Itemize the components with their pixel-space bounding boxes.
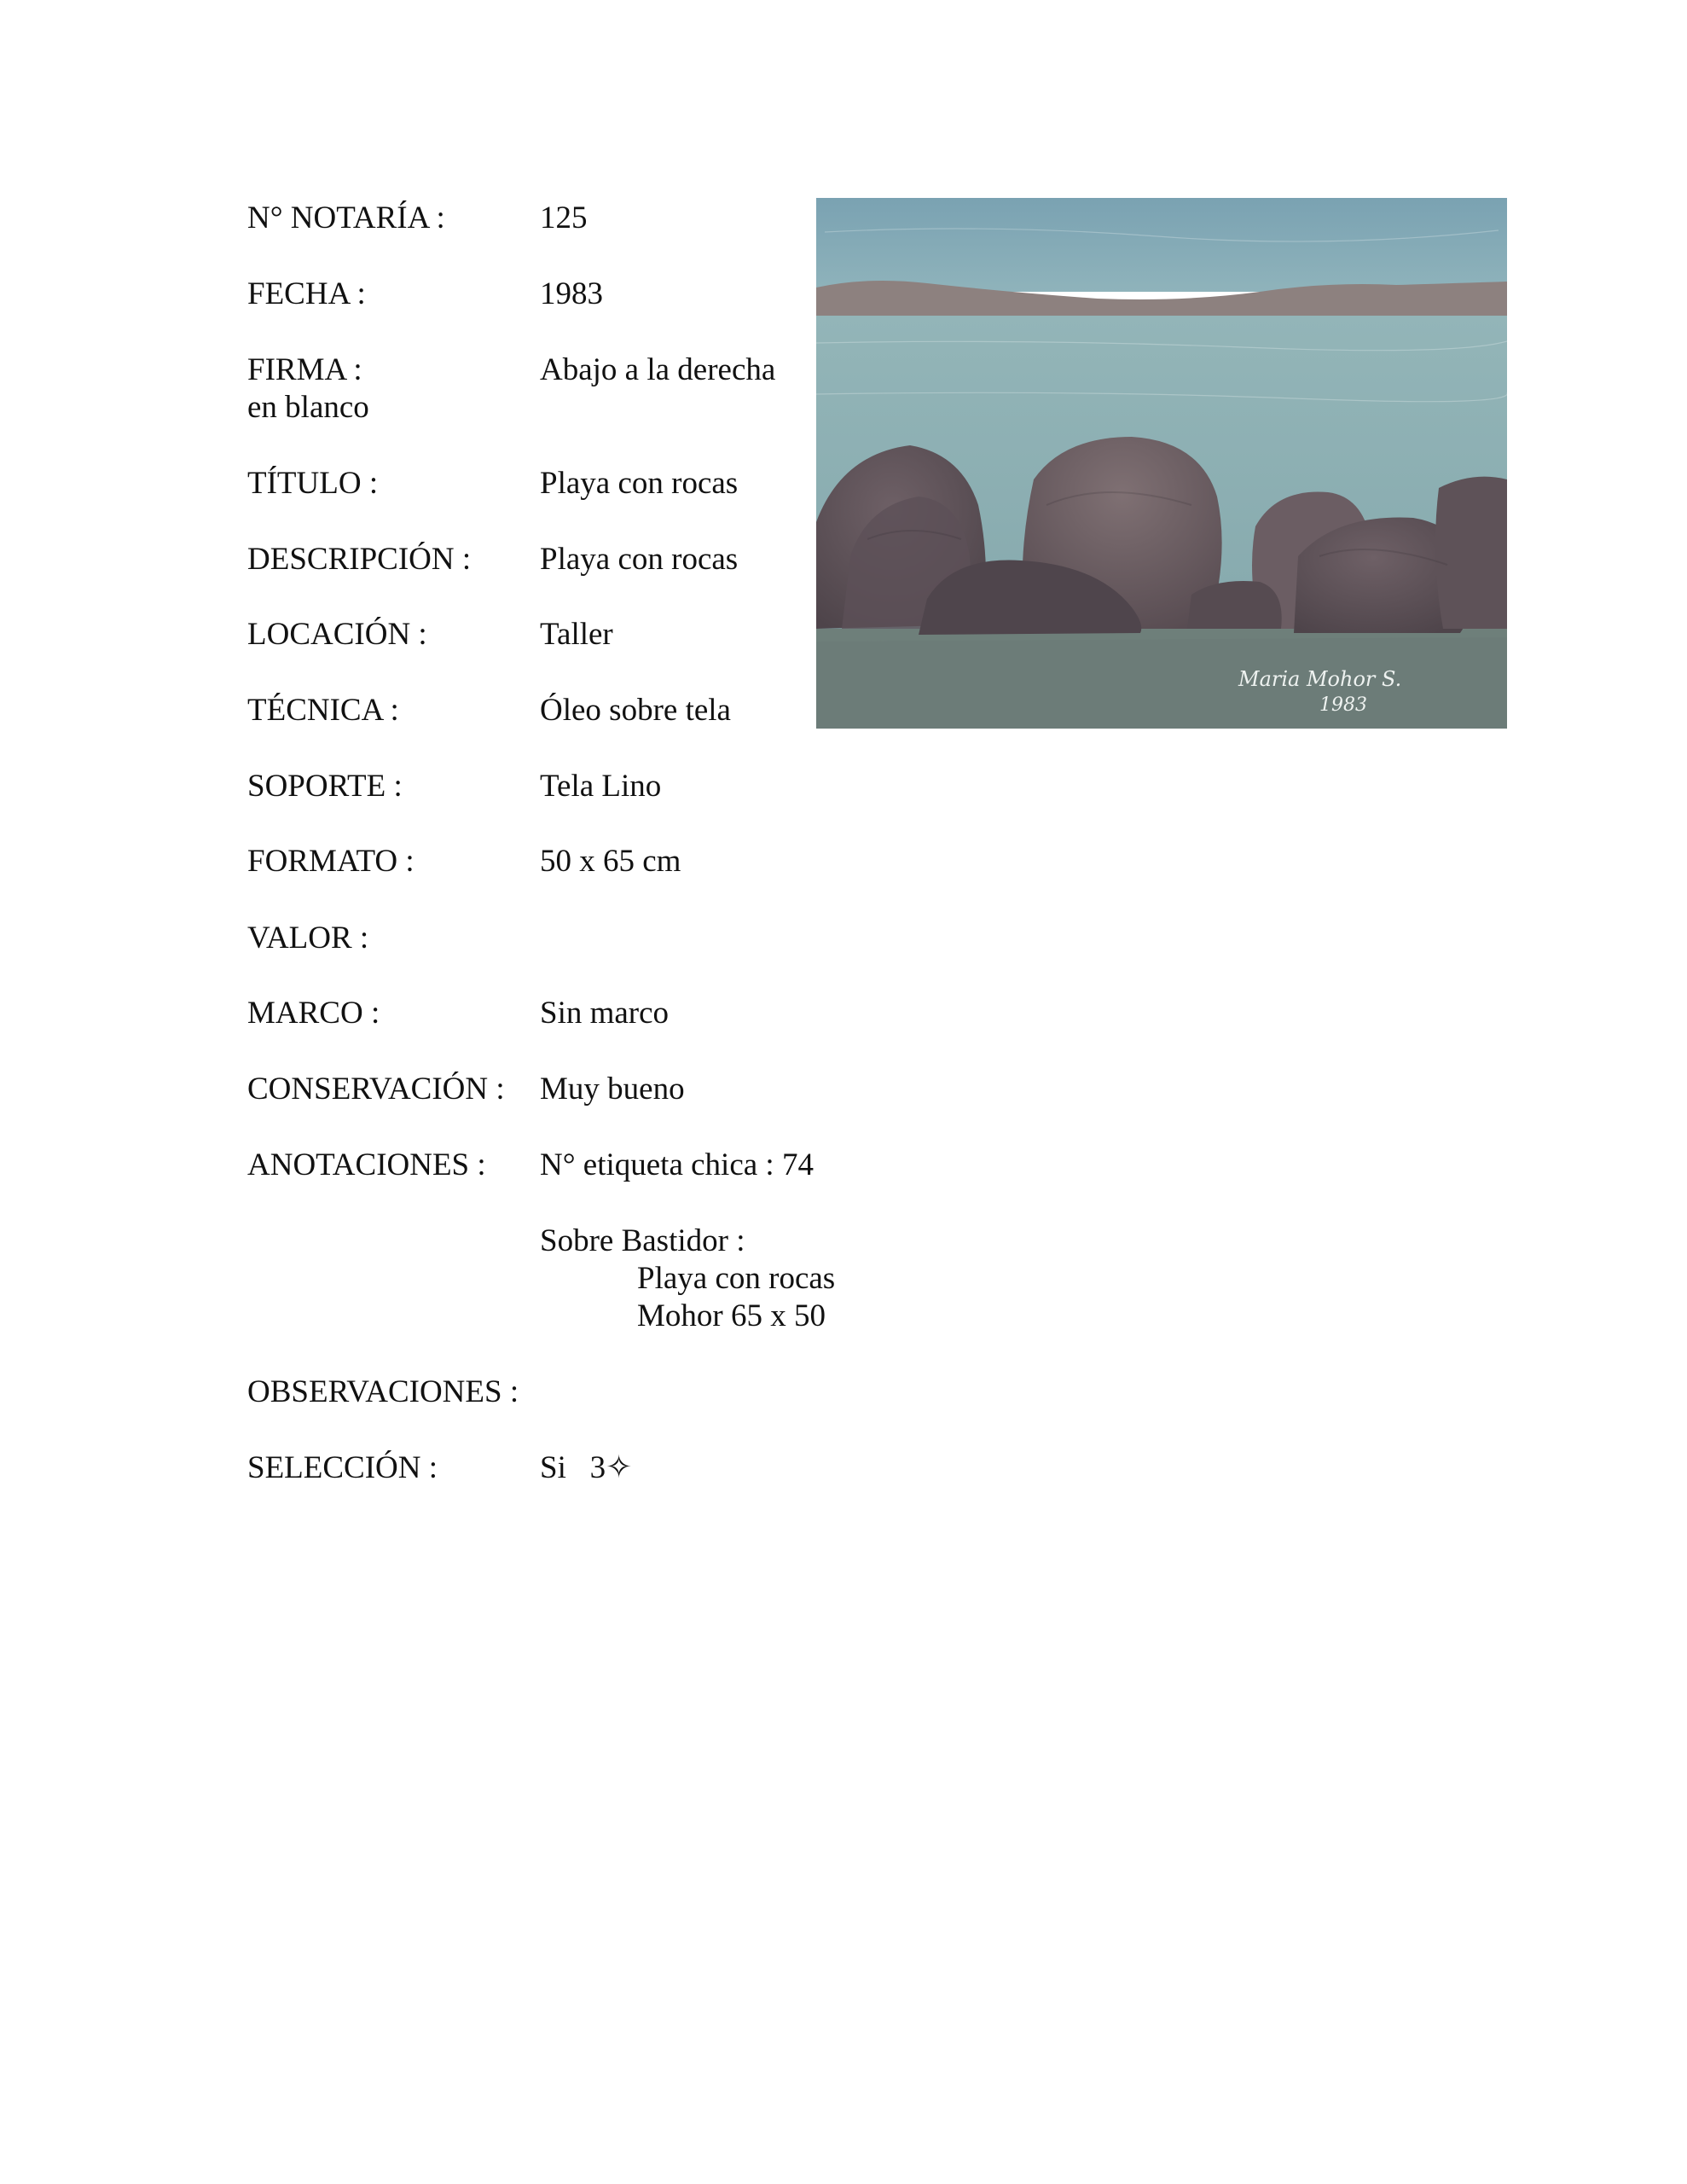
valor-label: VALOR : [247,921,369,956]
painting-signature-year: 1983 [1319,694,1367,716]
anotaciones-value: N° etiqueta chica : 74 [540,1147,814,1182]
soporte-value: Tela Lino [540,769,662,804]
formato-label: FORMATO : [247,844,415,879]
conservacion-label: CONSERVACIÓN : [247,1072,505,1107]
firma-value: Abajo a la derecha [540,352,776,387]
bastidor-line-2: Mohor 65 x 50 [637,1298,826,1333]
locacion-value: Taller [540,617,613,652]
fecha-value: 1983 [540,276,603,311]
sky [816,198,1507,292]
titulo-label: TÍTULO : [247,466,379,501]
soporte-label: SOPORTE : [247,769,403,804]
painting-signature: Maria Mohor S. [1238,667,1402,691]
notaria-value: 125 [540,200,588,235]
descripcion-label: DESCRIPCIÓN : [247,542,472,577]
titulo-value: Playa con rocas [540,466,739,501]
conservacion-value: Muy bueno [540,1072,685,1107]
bastidor-heading: Sobre Bastidor : [540,1223,745,1258]
fecha-label: FECHA : [247,276,366,311]
seleccion-label: SELECCIÓN : [247,1450,438,1485]
painting-image [816,198,1507,729]
bastidor-line-1: Playa con rocas [637,1261,836,1296]
tecnica-value: Óleo sobre tela [540,693,731,728]
anotaciones-label: ANOTACIONES : [247,1147,486,1182]
marco-value: Sin marco [540,996,670,1031]
firma-label: FIRMA : [247,352,362,387]
descripcion-value: Playa con rocas [540,542,739,577]
formato-value: 50 x 65 cm [540,844,681,879]
firma-sub: en blanco [247,390,369,425]
locacion-label: LOCACIÓN : [247,617,427,652]
notaria-label: N° NOTARÍA : [247,200,445,235]
tecnica-label: TÉCNICA : [247,693,399,728]
seleccion-value: Si 3✧ [540,1450,633,1485]
rock-far-right [1435,477,1507,629]
marco-label: MARCO : [247,996,380,1031]
observaciones-label: OBSERVACIONES : [247,1374,519,1409]
